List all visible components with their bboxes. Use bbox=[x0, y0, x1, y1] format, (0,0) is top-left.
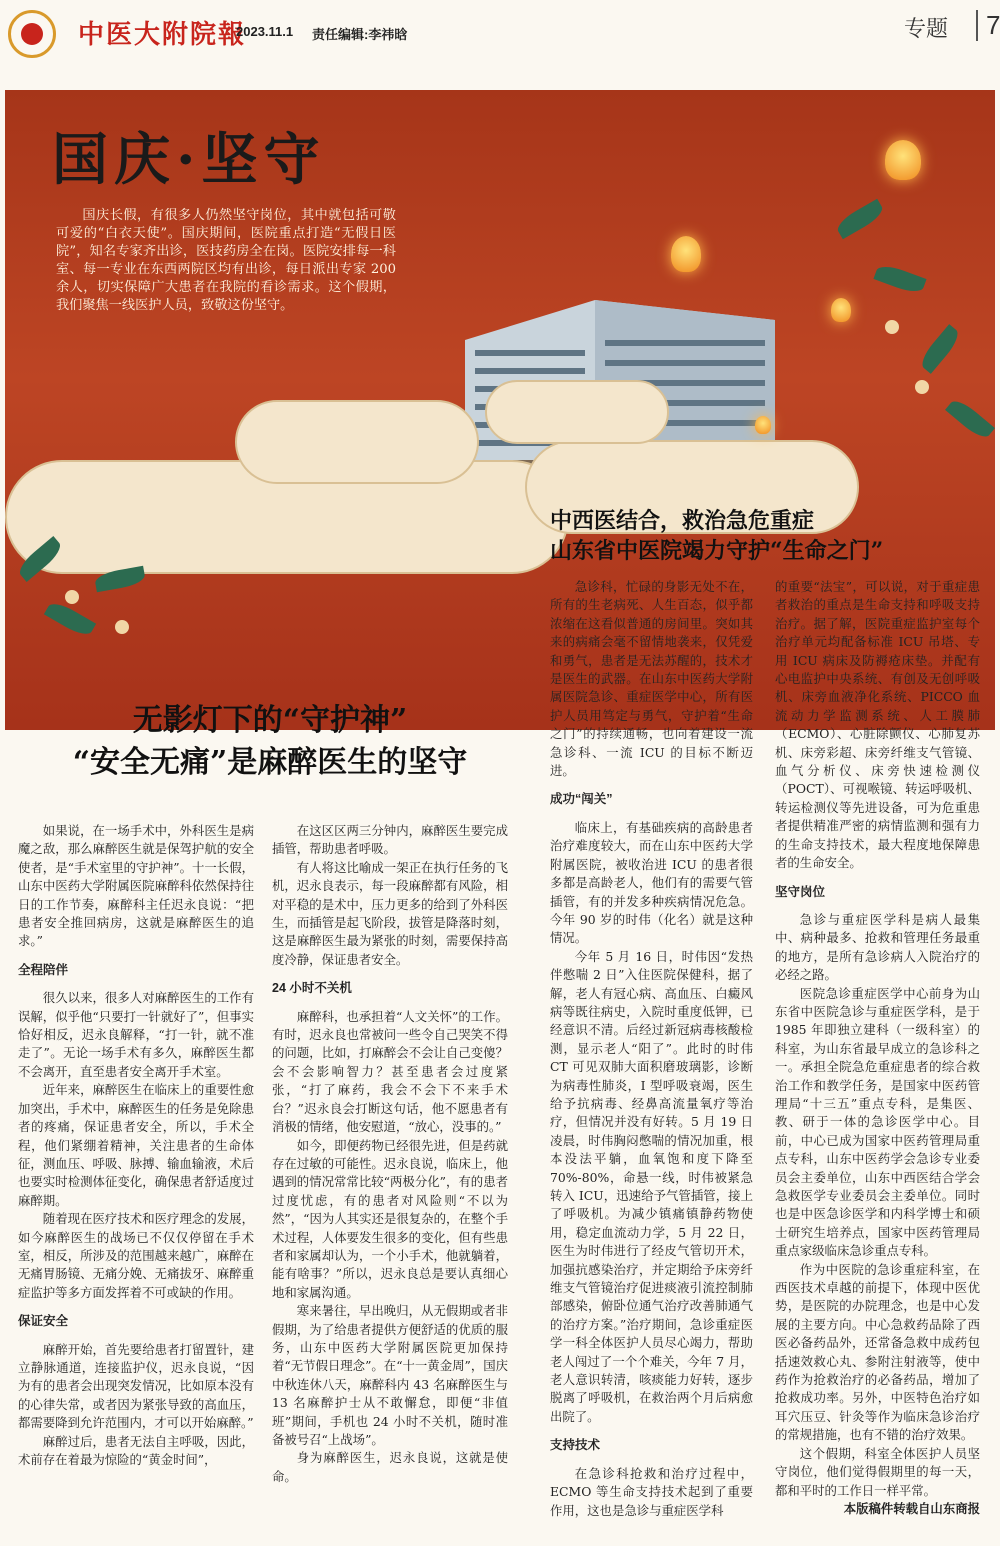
paragraph: 麻醉科，也承担着“人文关怀”的工作。有时，迟永良也常被问一些令自己哭笑不得的问题，比如，打麻醉会不会让自己变傻？会不会影响智力？甚至患者会过度紧张，“打了麻药，我会不会下不来手术台？”迟永良会打断这句话，他不愿患者有消极的情绪，他安慰道，“放心，没事的。” bbox=[272, 1008, 508, 1135]
editor-credit: 责任编辑:李祎晗 bbox=[312, 27, 408, 42]
paragraph: 的重要“法宝”，可以说，对于重症患者救治的重点是生命支持和呼吸支持治疗。据了解，医院重症监护室每个治疗单元均配备标准 ICU 吊塔、专用 ICU 病床及防褥疮床垫。并配有心电监护中央系统、有创及无创呼吸机、床旁血液净化系统、PICCO 血流动力学监测系统、人工膜肺（ECMO）、心脏除颤仪、心肺复苏机、床旁彩超、床旁纤维支气管镜、血气分析仪、床旁快速检测仪（POCT）、可视喉镜、转运呼吸机、转运检测仪等先进设备，可为危重患者提供精准严密的病情监测和强有力的生命支持技术，最大程度地保障患者的生命安全。 bbox=[775, 579, 980, 871]
article-a-headline-line2: “安全无痛”是麻醉医生的坚守 bbox=[72, 745, 468, 780]
paragraph: 作为中医院的急诊重症科室，在西医技术卓越的前提下，体现中医优势，是医院的办院理念，也是中心发展的主要方向。中心急救药品除了西医必备药品外，还常备急救中成药包括速效救心丸、参附注射液等，使中药作为抢救治疗的必备药品，增加了抢救成功率。另外，中医特色治疗如耳穴压豆、针灸等作为临床急诊治疗的常规措施，也有不错的治疗效果。 bbox=[775, 1261, 980, 1443]
cloud-decoration bbox=[485, 380, 669, 444]
hospital-logo-icon bbox=[8, 10, 56, 58]
article-a-column-2 bbox=[272, 822, 508, 1486]
leaf-decoration bbox=[834, 199, 886, 240]
flower-decoration bbox=[885, 320, 899, 334]
article-b-headline bbox=[550, 506, 990, 566]
flower-decoration bbox=[65, 590, 79, 604]
subheading: 24 小时不关机 bbox=[272, 981, 352, 996]
paragraph: 麻醉开始，首先要给患者打留置针，建立静脉通道，连接监护仪，迟永良说，“因为有的患者会出现突发情况，比如原本没有的心律失常，或者因为紧张导致的高血压，都需要降到允许范围内，才可以开始麻醉。” bbox=[18, 1341, 254, 1431]
lantern-icon bbox=[671, 236, 701, 272]
paragraph: 在这区区两三分钟内，麻醉医生要完成插管，帮助患者呼吸。 bbox=[272, 823, 508, 857]
subheading: 支持技术 bbox=[550, 1438, 601, 1453]
masthead bbox=[0, 0, 1000, 70]
leaf-decoration bbox=[917, 324, 963, 374]
paragraph: 在急诊科抢救和治疗过程中，ECMO 等生命支持技术起到了重要作用，这也是急诊与重症医学科 bbox=[550, 1465, 753, 1518]
leaf-decoration bbox=[873, 262, 926, 296]
banner-intro: 国庆长假，有很多人仍然坚守岗位，其中就包括可敬可爱的“白衣天使”。国庆期间，医院重点打造“无假日医院”，知名专家齐出诊，医技药房全在岗。医院安排每一科室、每一专业在东西两院区均有出诊，每日派出专家 200 余人，切实保障广大患者在我院的看诊需求。这个假期，我们聚焦一线医护人员，致敬这份坚守。 bbox=[56, 208, 396, 313]
issue-date: 2023.11.1 bbox=[236, 24, 294, 39]
leaf-decoration bbox=[945, 396, 995, 442]
paragraph: 这个假期，科室全体医护人员坚守岗位，他们觉得假期里的每一天，都和平时的工作日一样平常。 bbox=[775, 1445, 980, 1498]
article-a-headline-line1: 无影灯下的“守护神” bbox=[132, 703, 408, 738]
paragraph: 有人将这比喻成一架正在执行任务的飞机，迟永良表示，每一段麻醉都有风险，相对平稳的是术中，压力更多的给到了外科医生，而插管是起飞阶段，拔管是降落时刻，这是麻醉医生最为紧张的时刻，需要保持高度冷静，保证患者安全。 bbox=[272, 859, 508, 967]
subheading: 保证安全 bbox=[18, 1314, 69, 1329]
flower-decoration bbox=[915, 380, 929, 394]
newspaper-name: 中医大附院報 bbox=[78, 20, 247, 50]
page-number: 7 bbox=[976, 10, 1000, 41]
paragraph: 如果说，在一场手术中，外科医生是病魔之敌，那么麻醉医生就是保驾护航的安全使者，是“手术室里的守护神”。十一长假，山东中医药大学附属医院麻醉科依然保持往日的工作节奏，麻醉科主任迟永良说：“把患者安全推回病房，这就是麻醉医生的追求。” bbox=[18, 823, 254, 949]
article-a-column-1 bbox=[18, 822, 254, 1469]
section-name: 专题 bbox=[904, 16, 949, 41]
paragraph: 随着现在医疗技术和医疗理念的发展，如今麻醉医生的战场已不仅仅停留在手术室，相反，所涉及的范围越来越广，麻醉在无痛胃肠镜、无痛分娩、无痛拔牙、麻醉重症监护等多方面发挥着不可或缺的作用。 bbox=[18, 1211, 254, 1300]
paragraph: 近年来，麻醉医生在临床上的重要性愈加突出，手术中，麻醉医生的任务是免除患者的疼痛，保证患者安全，所以，手术全程，他们紧绷着精神，关注患者的生命体征，测血压、呼吸、脉搏、输血输液，术后也要实时检测体征变化，确保患者舒适度过麻醉期。 bbox=[18, 1082, 254, 1208]
article-b-column-1 bbox=[550, 578, 753, 1520]
article-a-headline bbox=[0, 700, 540, 784]
paragraph: 身为麻醉医生，迟永良说，这就是使命。 bbox=[272, 1450, 508, 1484]
paragraph: 急诊与重症医学科是病人最集中、病种最多、抢救和管理任务最重的地方，是所有急诊病人入院治疗的必经之路。 bbox=[775, 911, 980, 983]
paragraph: 很久以来，很多人对麻醉医生的工作有误解，似乎他“只要打一针就好了”，但事实恰好相反，迟永良解释，“打一针，就不准走了”。无论一场手术有多久，麻醉医生都不会离开，直至患者安全离开手术室。 bbox=[18, 990, 254, 1079]
lantern-icon bbox=[885, 140, 921, 180]
paragraph: 如今，即便药物已经很先进，但是药就存在过敏的可能性。迟永良说，临床上，他遇到的情况常常比较“两极分化”，有的患者过度忧虑，有的患者对风险则“不以为然”，“因为人其实还是很复杂的，在整个手术过程，人体要发生很多的变化，但有些患者和家属却认为，一个小手术，他就躺着，能有啥事？”所以，迟永良总是要认真细心地和家属沟通。 bbox=[272, 1137, 508, 1300]
lantern-icon bbox=[755, 416, 771, 434]
article-b-headline-line1: 中西医结合，救治急危重症 bbox=[550, 508, 815, 534]
paragraph: 今年 5 月 16 日，时伟因“发热伴憋喘 2 日”入住医院保健科，据了解，老人有冠心病、高血压、白癜风病等既往病史，入院时重度低钾，已经意识不清。后经过新冠病毒核酸检测，显示老人“阳了”。此时的时伟 CT 可见双肺大面积磨玻璃影，诊断为病毒性肺炎，I 型呼吸衰竭，医生给予抗病毒、经鼻高流量氧疗等治疗，但情况并没有好转。5 月 19 日凌晨，时伟胸闷憋喘的情况加重，根本没法平躺，血氧饱和度下降至 70%-80%，命悬一线，时伟被紧急转入 ICU，迅速给予气管插管，接上了呼吸机。为减少镇痛镇静药物使用，稳定血流动力学，5 月 22 日，医生为时伟进行了经皮气管切开术，加强抗感染治疗，并定期给予床旁纤维支气管镜治疗促进痰液引流控制肺部感染，俯卧位通气治疗改善肺通气的治疗方案。”治疗期间，急诊重症医学一科全体医护人员尽心竭力，帮助老人闯过了一个个难关，今年 7 月，老人意识转清，咳痰能力好转，逐步脱离了呼吸机，在救治两个月后病愈出院了。 bbox=[550, 948, 753, 1424]
paragraph: 急诊科，忙碌的身影无处不在，所有的生老病死、人生百态，似乎都浓缩在这看似普通的房间里。突如其来的病痛会毫不留情地袭来，仅凭爱和勇气，患者是无法苏醒的，技术才是医生的武器。在山东中医药大学附属医院急诊、重症医学中心，所有医护人员用笃定与勇气，守护着“生命之门”的持续通畅，也向着建设一流急诊科、一流 ICU 的目标不断迈进。 bbox=[550, 579, 753, 779]
source-credit: 本版稿件转载自山东商报 bbox=[843, 1500, 980, 1516]
leaf-decoration bbox=[44, 599, 96, 640]
lantern-icon bbox=[831, 298, 851, 322]
flower-decoration bbox=[115, 620, 129, 634]
paragraph: 麻醉过后，患者无法自主呼吸，因此，术前存在着最为惊险的“黄金时间”， bbox=[18, 1433, 254, 1467]
subheading: 全程陪伴 bbox=[18, 962, 69, 977]
subheading: 坚守岗位 bbox=[775, 884, 826, 899]
paragraph: 医院急诊重症医学中心前身为山东省中医院急诊与重症医学科，是于 1985 年即独立建科（一级科室）的科室，为山东省最早成立的急诊科之一。承担全院急危重症患者的综合救治工作和教学任务，是国家中医药管理局“十三五”重点专科，是集医、教、研于一体的急诊医学中心。目前，中心已成为国家中医药管理局重点专科，山东中医药学会急诊专业委员会主委单位，山东中西医结合学会急救医学专业委员会主委单位。同时也是中医急诊医学和内科学博士和硕士研究生培养点，国家中医药管理局重点家级临床急诊重点专科。 bbox=[775, 985, 980, 1259]
article-b-headline-line2: 山东省中医院竭力守护“生命之门” bbox=[550, 538, 884, 564]
banner-title: 国庆·坚守 bbox=[52, 127, 326, 193]
article-b-column-2 bbox=[775, 578, 980, 1518]
paragraph: 临床上，有基础疾病的高龄患者治疗难度较大，而在山东中医药大学附属医院，被收治进 ICU 的患者很多都是高龄老人，他们有的需要气管插管，有的并发多种疾病情况危急。今年 90 岁的时伟（化名）就是这种情况。 bbox=[550, 819, 753, 946]
cloud-decoration bbox=[235, 400, 479, 484]
paragraph: 寒来暑往，早出晚归，从无假期或者非假期，为了给患者提供方便舒适的优质的服务，山东中医药大学附属医院更加保持着“无节假日理念”。在“十一黄金周”，国庆中秋连休八天，麻醉科内 43 名麻醉医生与 13 名麻醉护士从不敢懈怠，即便“非值班”期间，手机也 24 小时不关机，随时准备被号召“上战场”。 bbox=[272, 1303, 508, 1447]
subheading: 成功“闯关” bbox=[550, 792, 613, 807]
